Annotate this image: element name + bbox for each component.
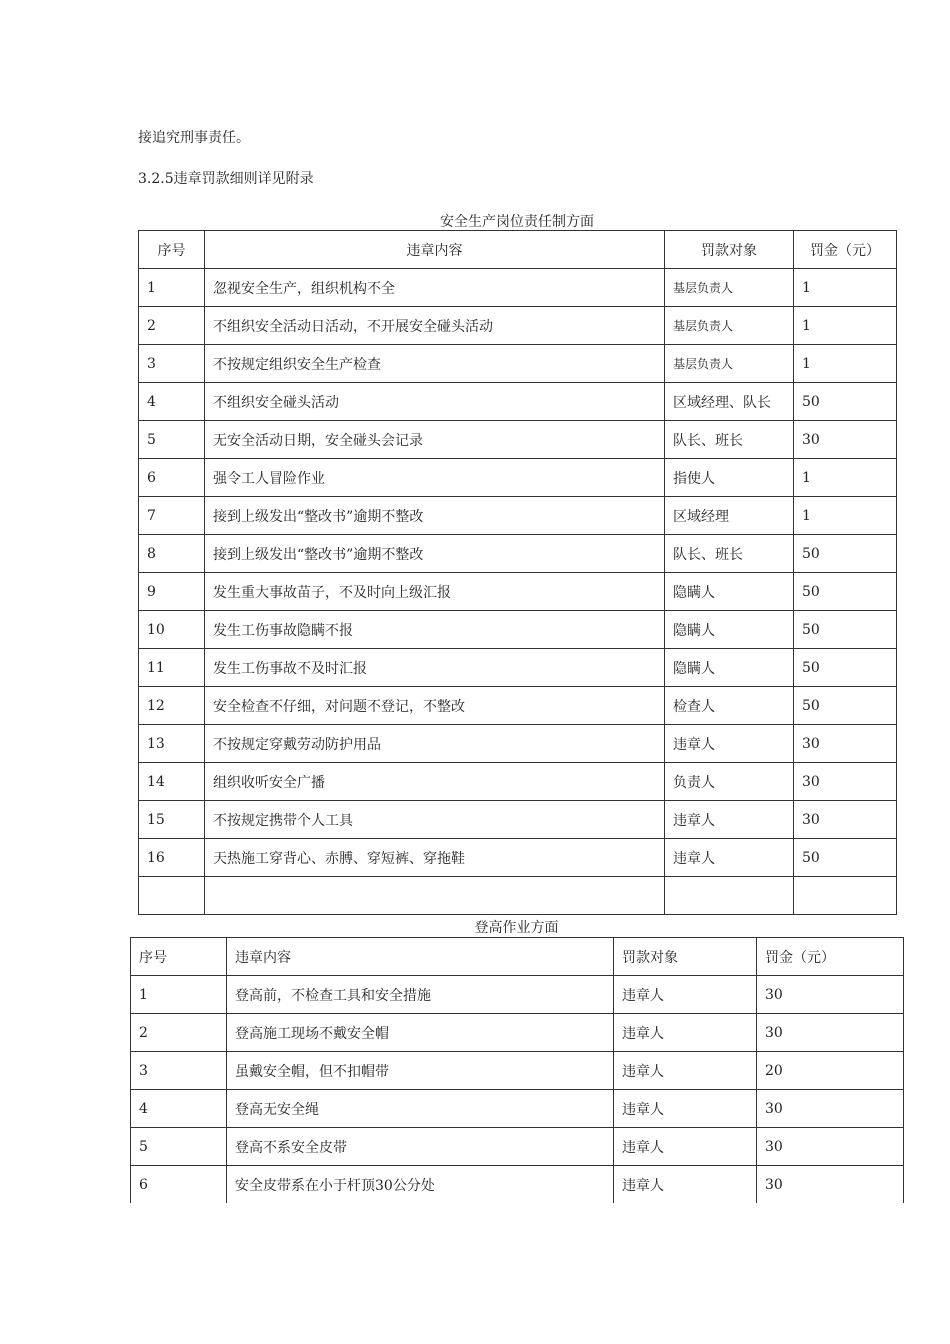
table-row — [139, 421, 897, 459]
cell-number: 4 — [139, 383, 205, 421]
cell-number: 1 — [139, 269, 205, 307]
cell-violation: 组织收听安全广播 — [205, 763, 665, 801]
cell-number: 14 — [139, 763, 205, 801]
cell-number: 11 — [139, 649, 205, 687]
cell-violation: 接到上级发出“整改书”逾期不整改 — [205, 535, 665, 573]
cell-fine-amount: 30 — [794, 725, 897, 763]
table-row — [131, 1052, 904, 1090]
cell-number: 16 — [139, 839, 205, 877]
cell-number: 6 — [139, 459, 205, 497]
cell-fined-party — [665, 877, 794, 915]
table-row — [139, 307, 897, 345]
cell-fine-amount: 30 — [757, 1090, 904, 1128]
cell-fine-amount: 50 — [794, 839, 897, 877]
cell-fined-party: 违章人 — [614, 1014, 757, 1052]
cell-number: 10 — [139, 611, 205, 649]
cell-violation: 发生重大事故苗子，不及时向上级汇报 — [205, 573, 665, 611]
cell-fine-amount: 50 — [794, 611, 897, 649]
table-row — [131, 976, 904, 1014]
cell-number: 12 — [139, 687, 205, 725]
table-row — [131, 1166, 904, 1204]
table-row — [131, 1090, 904, 1128]
cell-violation — [205, 877, 665, 915]
cell-fined-party: 队长、班长 — [665, 421, 794, 459]
cell-violation: 不组织安全活动日活动，不开展安全碰头活动 — [205, 307, 665, 345]
cell-fine-amount: 30 — [794, 421, 897, 459]
table-row — [131, 1014, 904, 1052]
table2-caption: 登高作业方面 — [474, 920, 559, 936]
cell-number: 3 — [131, 1052, 227, 1090]
cell-fine-amount: 30 — [757, 1166, 904, 1204]
cell-violation: 不组织安全碰头活动 — [205, 383, 665, 421]
table-row — [139, 269, 897, 307]
header-fine-amount: 罚金（元） — [757, 938, 904, 976]
cell-violation: 天热施工穿背心、赤膊、穿短裤、穿拖鞋 — [205, 839, 665, 877]
section-heading: 3.2.5违章罚款细则详见附录 — [138, 171, 314, 187]
cell-fined-party: 指使人 — [665, 459, 794, 497]
cell-violation: 安全检查不仔细，对问题不登记，不整改 — [205, 687, 665, 725]
cell-fined-party: 隐瞒人 — [665, 573, 794, 611]
table-row — [139, 839, 897, 877]
safety-responsibility-table — [138, 230, 897, 915]
cell-fine-amount: 50 — [794, 535, 897, 573]
cell-fine-amount: 30 — [794, 763, 897, 801]
table-row — [139, 497, 897, 535]
cell-number: 5 — [139, 421, 205, 459]
cell-fined-party: 违章人 — [614, 976, 757, 1014]
cell-fine-amount: 30 — [757, 976, 904, 1014]
cell-fine-amount: 1 — [794, 459, 897, 497]
cell-violation: 不按规定组织安全生产检查 — [205, 345, 665, 383]
cell-violation: 登高前，不检查工具和安全措施 — [227, 976, 614, 1014]
cell-fine-amount: 50 — [794, 383, 897, 421]
cell-fine-amount: 1 — [794, 307, 897, 345]
cell-fined-party: 区域经理、队长 — [665, 383, 794, 421]
cell-fined-party: 基层负责人 — [665, 307, 794, 345]
cell-fined-party: 违章人 — [614, 1090, 757, 1128]
cell-fined-party: 违章人 — [614, 1166, 757, 1204]
cell-fined-party: 违章人 — [665, 801, 794, 839]
cell-violation: 无安全活动日期，安全碰头会记录 — [205, 421, 665, 459]
cell-fine-amount: 20 — [757, 1052, 904, 1090]
table-row — [139, 383, 897, 421]
table-row — [139, 649, 897, 687]
cell-fined-party: 检查人 — [665, 687, 794, 725]
cell-violation: 不按规定携带个人工具 — [205, 801, 665, 839]
table-row — [139, 459, 897, 497]
cell-fine-amount: 30 — [757, 1014, 904, 1052]
table-header-row — [139, 231, 897, 269]
cell-number: 7 — [139, 497, 205, 535]
cell-number — [139, 877, 205, 915]
cell-fined-party: 违章人 — [614, 1052, 757, 1090]
cell-number: 4 — [131, 1090, 227, 1128]
paragraph-text: 接追究刑事责任。 — [138, 130, 250, 146]
cell-fine-amount: 30 — [757, 1128, 904, 1166]
cell-fine-amount: 50 — [794, 573, 897, 611]
cell-fine-amount — [794, 877, 897, 915]
table-row — [139, 535, 897, 573]
cell-fined-party: 违章人 — [665, 839, 794, 877]
table-row — [139, 877, 897, 915]
cell-violation: 忽视安全生产，组织机构不全 — [205, 269, 665, 307]
cell-number: 1 — [131, 976, 227, 1014]
cell-number: 2 — [131, 1014, 227, 1052]
table-row — [139, 573, 897, 611]
cell-number: 6 — [131, 1166, 227, 1204]
cell-fined-party: 队长、班长 — [665, 535, 794, 573]
cell-violation: 登高无安全绳 — [227, 1090, 614, 1128]
header-number: 序号 — [131, 938, 227, 976]
cell-fine-amount: 1 — [794, 497, 897, 535]
cell-violation: 不按规定穿戴劳动防护用品 — [205, 725, 665, 763]
cell-violation: 接到上级发出“整改书”逾期不整改 — [205, 497, 665, 535]
cell-fined-party: 基层负责人 — [665, 345, 794, 383]
table-row — [139, 687, 897, 725]
cell-fine-amount: 50 — [794, 687, 897, 725]
header-violation: 违章内容 — [205, 231, 665, 269]
cell-number: 3 — [139, 345, 205, 383]
cell-number: 8 — [139, 535, 205, 573]
cell-violation: 登高施工现场不戴安全帽 — [227, 1014, 614, 1052]
cell-fine-amount: 30 — [794, 801, 897, 839]
table-row — [139, 611, 897, 649]
cell-violation: 发生工伤事故隐瞒不报 — [205, 611, 665, 649]
table-row — [139, 345, 897, 383]
cell-fined-party: 隐瞒人 — [665, 611, 794, 649]
cell-fine-amount: 1 — [794, 345, 897, 383]
header-fined-party: 罚款对象 — [665, 231, 794, 269]
cell-number: 2 — [139, 307, 205, 345]
header-number: 序号 — [139, 231, 205, 269]
cell-fined-party: 违章人 — [665, 725, 794, 763]
cell-fined-party: 区域经理 — [665, 497, 794, 535]
cell-number: 13 — [139, 725, 205, 763]
cell-fine-amount: 1 — [794, 269, 897, 307]
header-fined-party: 罚款对象 — [614, 938, 757, 976]
cell-fined-party: 负责人 — [665, 763, 794, 801]
cell-number: 5 — [131, 1128, 227, 1166]
table-row — [139, 725, 897, 763]
cell-violation: 安全皮带系在小于杆顶30公分处 — [227, 1166, 614, 1204]
cell-violation: 强令工人冒险作业 — [205, 459, 665, 497]
header-violation: 违章内容 — [227, 938, 614, 976]
table-row — [139, 801, 897, 839]
cell-violation: 登高不系安全皮带 — [227, 1128, 614, 1166]
cell-fined-party: 隐瞒人 — [665, 649, 794, 687]
header-fine-amount: 罚金（元） — [794, 231, 897, 269]
table-row — [131, 1128, 904, 1166]
cell-number: 9 — [139, 573, 205, 611]
cell-number: 15 — [139, 801, 205, 839]
cell-fine-amount: 50 — [794, 649, 897, 687]
cell-violation: 发生工伤事故不及时汇报 — [205, 649, 665, 687]
cell-fined-party: 基层负责人 — [665, 269, 794, 307]
table1-caption: 安全生产岗位责任制方面 — [440, 214, 594, 230]
table-header-row — [131, 938, 904, 976]
cell-violation: 虽戴安全帽，但不扣帽带 — [227, 1052, 614, 1090]
table-row — [139, 763, 897, 801]
height-work-table — [130, 937, 904, 1203]
cell-fined-party: 违章人 — [614, 1128, 757, 1166]
